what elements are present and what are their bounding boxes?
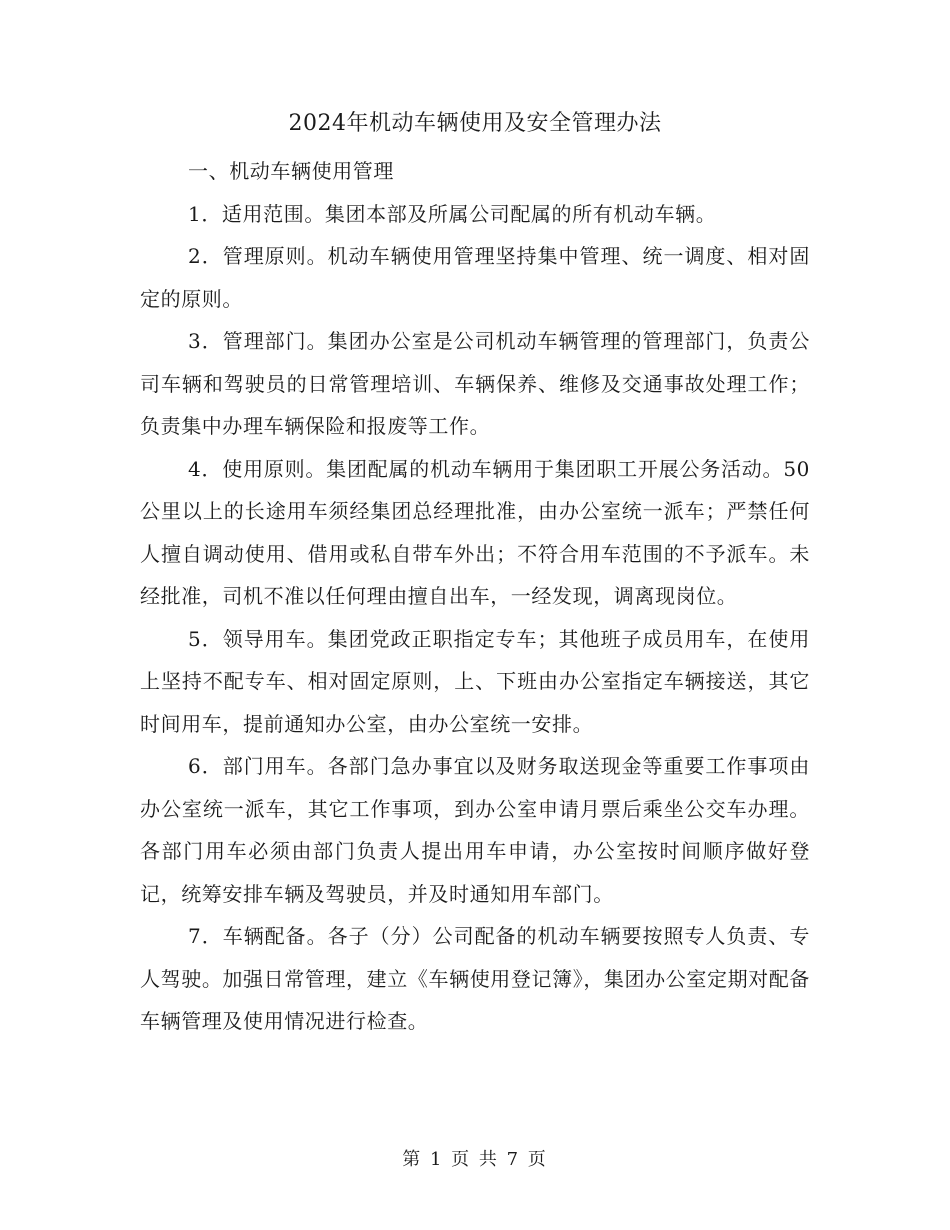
paragraph-department: 3．管理部门。集团办公室是公司机动车辆管理的管理部门，负责公司车辆和驾驶员的日常管理培训、车辆保养、维修及交通事故处理工作；负责集中办理车辆保险和报废等工作。 — [140, 329, 810, 438]
paragraph-department-vehicle: 6．部门用车。各部门急办事宜以及财务取送现金等重要工作事项由办公室统一派车，其它工作事项，到办公室申请月票后乘坐公交车办理。各部门用车必须由部门负责人提出用车申请，办公室按时间顺序做好登记，统筹安排车辆及驾驶员，并及时通知用车部门。 — [140, 754, 810, 906]
paragraph-leader-vehicle: 5．领导用车。集团党政正职指定专车；其他班子成员用车，在使用上坚持不配专车、相对固定原则，上、下班由办公室指定车辆接送，其它时间用车，提前通知办公室，由办公室统一安排。 — [140, 626, 810, 736]
document-body — [140, 150, 810, 1043]
paragraph-scope: 1．适用范围。集团本部及所属公司配属的所有机动车辆。 — [188, 201, 717, 226]
page-number-footer: 第 1 页 共 7 页 — [402, 1149, 548, 1170]
section-heading: 一、机动车辆使用管理 — [188, 159, 394, 183]
paragraph-usage: 4．使用原则。集团配属的机动车辆用于集团职工开展公务活动。50公里以上的长途用车须经集团总经理批准，由办公室统一派车；严禁任何人擅自调动使用、借用或私自带车外出；不符合用车范围的不予派车。未经批准，司机不准以任何理由擅自出车，一经发现，调离现岗位。 — [140, 456, 810, 608]
document-title: 2024年机动车辆使用及安全管理办法 — [288, 111, 662, 136]
paragraph-vehicle-allocation: 7．车辆配备。各子（分）公司配备的机动车辆要按照专人负责、专人驾驶。加强日常管理，建立《车辆使用登记簿》，集团办公室定期对配备车辆管理及使用情况进行检查。 — [140, 924, 810, 1033]
paragraph-principle: 2．管理原则。机动车辆使用管理坚持集中管理、统一调度、相对固定的原则。 — [140, 244, 810, 311]
